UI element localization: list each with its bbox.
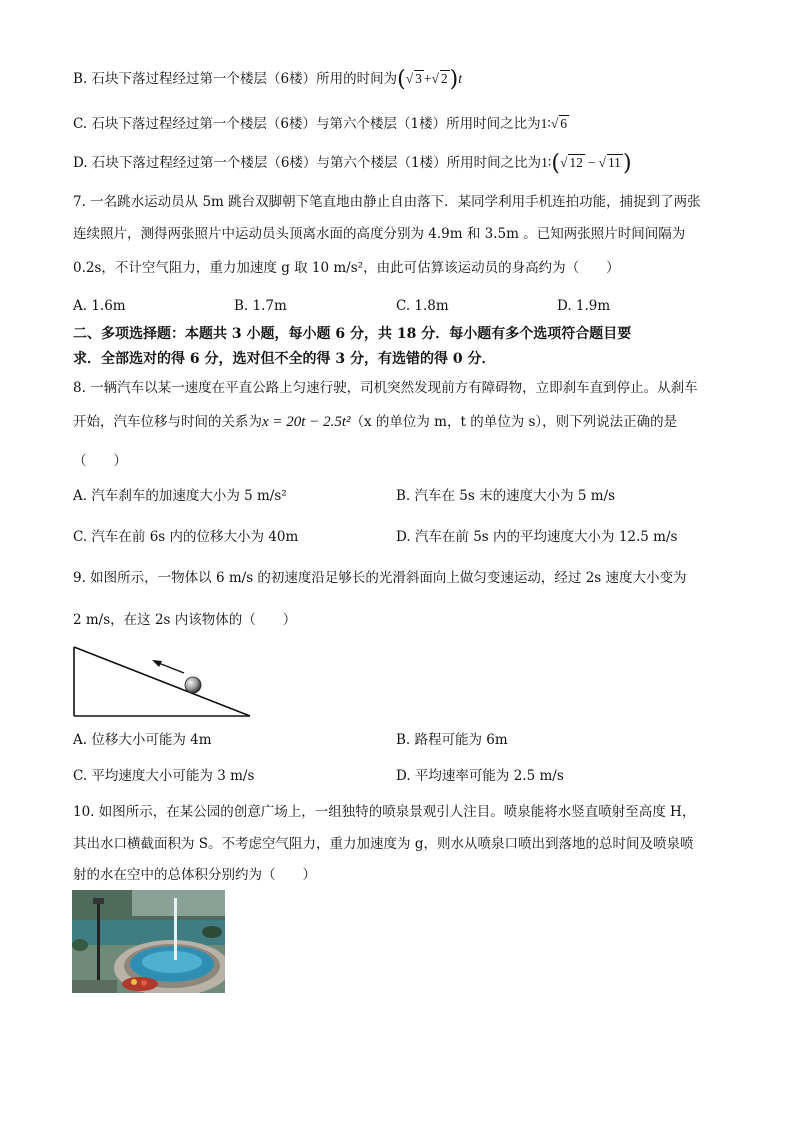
paren-close: ) (449, 67, 459, 92)
ball (185, 677, 201, 693)
q6-option-b-text: B. 石块下落过程经过第一个楼层（6楼）所用的时间为 (73, 71, 398, 87)
q8-option-d: D. 汽车在前 5s 内的平均速度大小为 12.5 m/s (396, 529, 678, 545)
fountain-photo (72, 890, 225, 993)
q7-option-b: B. 1.7m (234, 298, 287, 314)
q8-line-3: （ ） (73, 453, 127, 469)
time-symbol: t (458, 71, 463, 86)
radicand-six: 6 (560, 116, 568, 131)
q10-line-1: 10. 如图所示，在某公园的创意广场上，一组独特的喷泉景观引人注目。喷泉能将水竖直喷射至高度 H， (73, 804, 696, 820)
ratio-one: 1∶ (541, 155, 552, 170)
q8-line-2 (73, 412, 677, 432)
q7-option-d: D. 1.9m (557, 298, 611, 314)
q7-line-2: 连续照片，测得两张照片中运动员头顶离水面的高度分别为 4.9m 和 3.5m 。已知两张照片时间间隔为 (73, 226, 686, 242)
radicand-eleven: 11 (607, 155, 621, 170)
q6-option-c: C. 石块下落过程经过第一个楼层（6楼）与第六个楼层（1楼）所用时间之比为1∶√ 6 (73, 116, 568, 132)
q8-option-c: C. 汽车在前 6s 内的位移大小为 40m (73, 529, 299, 545)
q8-line-2-pre: 开始，汽车位移与时间的关系为 (73, 414, 262, 430)
q9-option-d: D. 平均速率可能为 2.5 m/s (396, 768, 564, 784)
plus-sign: + (423, 71, 432, 86)
q8-line-1: 8. 一辆汽车以某一速度在平直公路上匀速行驶，司机突然发现前方有障碍物，立即刹车直到停止。从刹车 (73, 380, 698, 396)
velocity-arrow-head (152, 660, 162, 667)
q10-line-3: 射的水在空中的总体积分别约为（ ） (73, 867, 316, 883)
incline-slope (74, 647, 250, 716)
q7-line-1: 7. 一名跳水运动员从 5m 跳台双脚朝下笔直地由静止自由落下．某同学利用手机连拍功能，捕捉到了两张 (73, 194, 701, 210)
radicand-twelve: 12 (569, 155, 583, 170)
water-jet (174, 898, 177, 960)
q8-option-b: B. 汽车在 5s 末的速度大小为 5 m/s (396, 488, 616, 504)
ratio-one: 1∶ (540, 116, 551, 131)
section-heading-line-1: 二、多项选择题：本题共 3 小题，每小题 6 分，共 18 分．每小题有多个选项符合题目要 (73, 326, 632, 342)
radicand-b: 2 (440, 71, 448, 86)
incline-figure (70, 644, 255, 720)
q7-option-a: A. 1.6m (73, 298, 126, 314)
q10-line-2: 其出水口横截面积为 S。不考虑空气阻力，重力加速度为 g，则水从喷泉口喷出到落地的总时间及喷泉喷 (73, 836, 694, 852)
q6-option-c-text: C. 石块下落过程经过第一个楼层（6楼）与第六个楼层（1楼）所用时间之比为 (73, 116, 541, 132)
radicand-a: 3 (415, 71, 422, 86)
q6-option-d-text: D. 石块下落过程经过第一个楼层（6楼）与第六个楼层（1楼）所用时间之比为 (73, 155, 542, 171)
q6-option-d: D. 石块下落过程经过第一个楼层（6楼）与第六个楼层（1楼）所用时间之比为1∶(√ 12 − √ 11) (73, 151, 632, 176)
q8-option-a: A. 汽车刹车的加速度大小为 5 m/s² (73, 488, 287, 504)
q7-option-c: C. 1.8m (396, 298, 449, 314)
lamp-post (97, 900, 100, 980)
q8-line-2-post: （x 的单位为 m，t 的单位为 s），则下列说法正确的是 (350, 414, 678, 430)
minus-sign: − (587, 155, 596, 170)
displacement-formula: x = 20t − 2.5t² (262, 414, 351, 430)
paren-open: ( (397, 67, 406, 92)
section-heading-line-2: 求．全部选对的得 6 分，选对但不全的得 3 分，有选错的得 0 分． (73, 351, 496, 367)
q9-option-c: C. 平均速度大小可能为 3 m/s (73, 768, 255, 784)
q6-option-b: B. 石块下落过程经过第一个楼层（6楼）所用的时间为(√ 3 +√ 2)t (73, 67, 463, 92)
q9-option-b: B. 路程可能为 6m (396, 732, 508, 748)
q7-line-3: 0.2s，不计空气阻力，重力加速度 g 取 10 m/s²，由此可估算该运动员的身高约为（ ） (73, 260, 620, 276)
q9-line-2: 2 m/s，在这 2s 内该物体的（ ） (73, 612, 297, 628)
q9-option-a: A. 位移大小可能为 4m (73, 732, 212, 748)
q9-line-1: 9. 如图所示，一物体以 6 m/s 的初速度沿足够长的光滑斜面向上做匀变速运动，经过 2s 速度大小变为 (73, 570, 687, 586)
